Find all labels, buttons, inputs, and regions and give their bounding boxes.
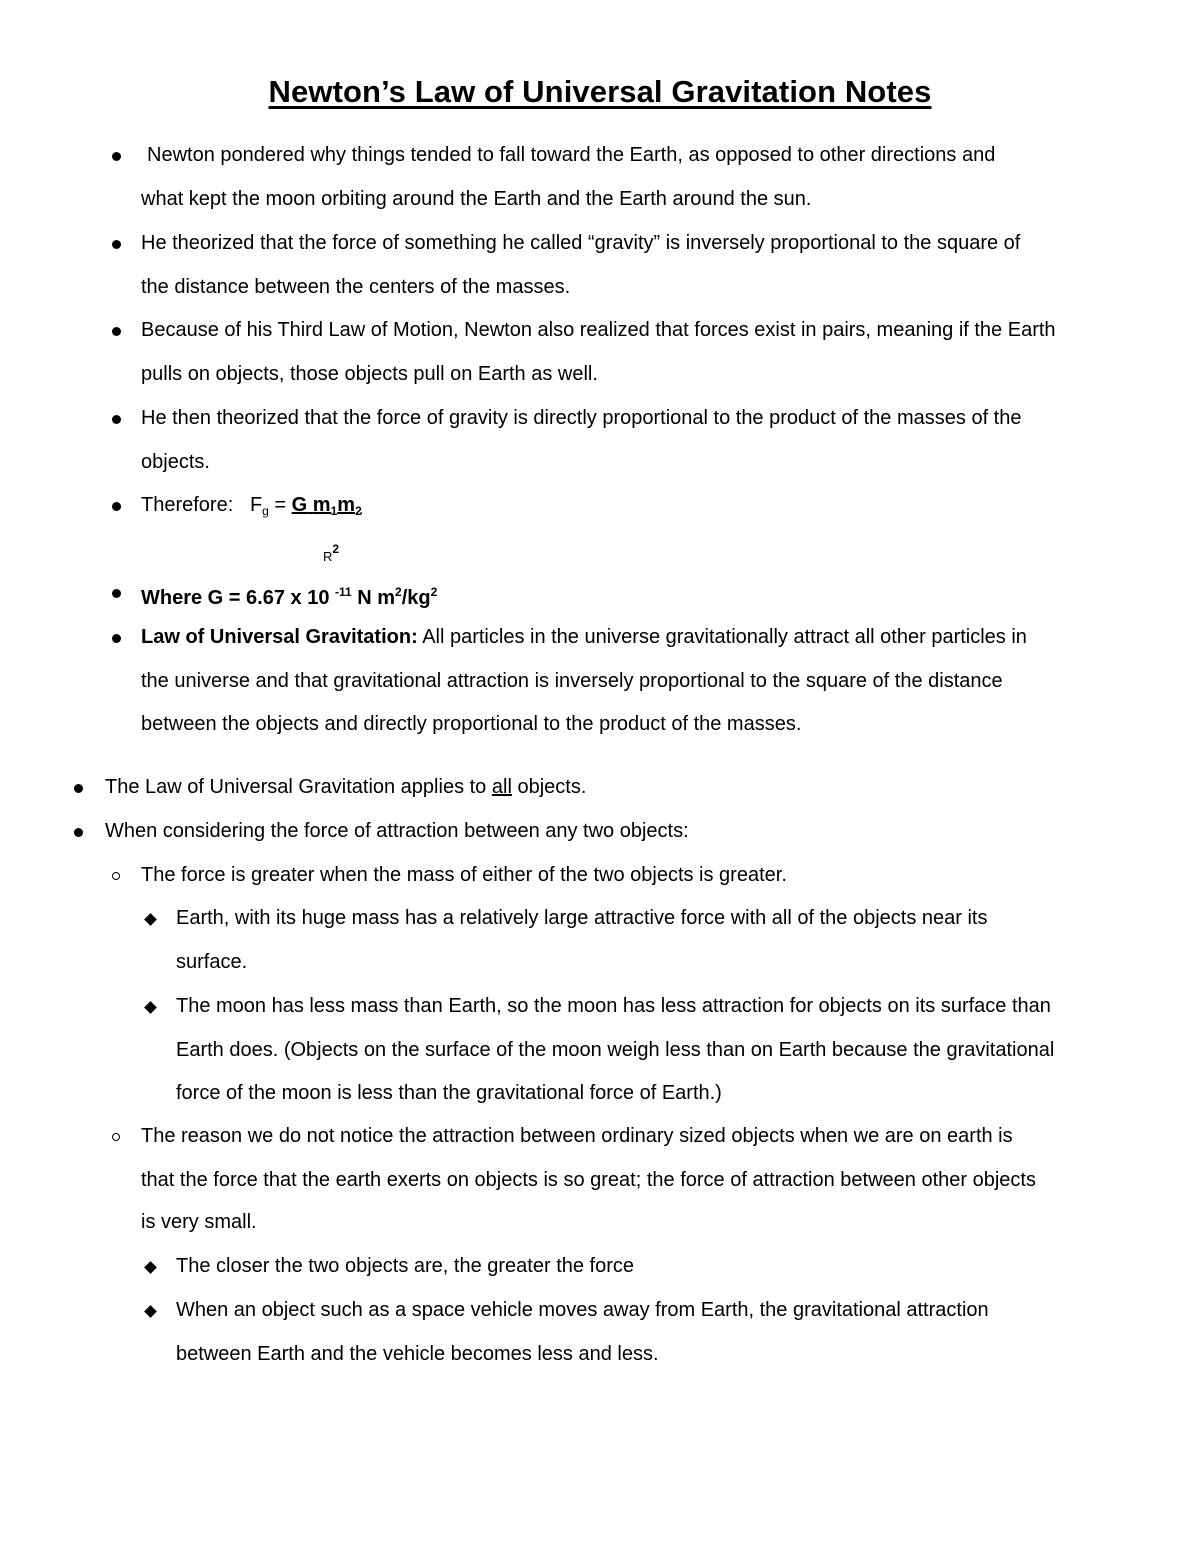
text-line: the distance between the centers of the masses.	[141, 276, 571, 298]
text-line: objects.	[141, 451, 210, 473]
text-line: what kept the moon orbiting around the Earth and the Earth around the sun.	[141, 188, 812, 210]
formula-denominator: $R^2$	[323, 542, 340, 564]
formula-equals: =	[274, 494, 287, 516]
text-line: He theorized that the force of something he called “gravity” is inversely proportional to the square of	[141, 232, 1021, 254]
text-line: pulls on objects, those objects pull on Earth as well.	[141, 363, 598, 385]
text-line: Earth, with its huge mass has a relatively large attractive force with all of the objects near its	[176, 907, 988, 929]
text-line: is very small.	[141, 1211, 257, 1233]
formula-f-sub: g	[262, 504, 269, 518]
law-line: Law of Universal Gravitation: All particles in the universe gravitationally attract all other particles in	[141, 626, 1027, 648]
text-line: The closer the two objects are, the greater the force	[176, 1255, 635, 1277]
bullet-disc	[74, 784, 83, 793]
text-line: force of the moon is less than the gravitational force of Earth.)	[176, 1082, 722, 1104]
bullet-disc	[74, 828, 83, 837]
text-line: Earth does. (Objects on the surface of the moon weigh less than on Earth because the gravitational	[176, 1039, 1055, 1061]
formula-lead: Therefore:	[141, 494, 234, 516]
gravitational-constant: Where G = 6.67 x 10 $^{-11}$ N $m^2/kg^2$	[141, 585, 438, 609]
text-line: surface.	[176, 951, 248, 973]
text-line: between the objects and directly proportional to the product of the masses.	[141, 713, 802, 735]
bullet-diamond	[144, 1305, 157, 1318]
text-line: The reason we do not notice the attraction between ordinary sized objects when we are on earth is	[141, 1125, 1013, 1147]
bullet-circle	[112, 872, 120, 880]
text-line: The moon has less mass than Earth, so the moon has less attraction for objects on its surface than	[176, 995, 1051, 1017]
bullet-disc	[112, 415, 121, 424]
bullet-disc	[112, 502, 121, 511]
page-title: Newton’s Law of Universal Gravitation Notes	[268, 74, 932, 109]
text-line: The force is greater when the mass of either of the two objects is greater.	[141, 864, 787, 886]
emphasis-all: all	[491, 776, 512, 798]
text-line: He then theorized that the force of gravity is directly proportional to the product of the masses of the	[141, 407, 1022, 429]
bullet-disc	[112, 152, 121, 161]
bullet-circle	[112, 1133, 120, 1141]
bullet-disc	[112, 589, 121, 598]
formula-numerator: G $m_1m_2$	[291, 494, 362, 518]
text-line: the universe and that gravitational attraction is inversely proportional to the square of the distance	[141, 670, 1003, 692]
bullet-diamond	[144, 913, 157, 926]
bullet-disc	[112, 634, 121, 643]
text-line: between Earth and the vehicle becomes less and less.	[176, 1343, 659, 1365]
bullet-disc	[112, 327, 121, 336]
text-line: Because of his Third Law of Motion, Newton also realized that forces exist in pairs, meaning if the Earth	[141, 319, 1056, 341]
text-line: When considering the force of attraction between any two objects:	[105, 820, 689, 842]
bullet-disc	[112, 240, 121, 249]
law-term: Law of Universal Gravitation:	[141, 626, 418, 648]
bullet-diamond	[144, 1261, 157, 1274]
formula-f: F	[249, 494, 263, 516]
formula-line	[141, 493, 362, 523]
text-line: that the force that the earth exerts on objects is so great; the force of attraction between other objects	[141, 1169, 1036, 1191]
bullet-diamond	[144, 1001, 157, 1014]
text-line: The Law of Universal Gravitation applies to all objects.	[105, 776, 587, 798]
text-line: When an object such as a space vehicle moves away from Earth, the gravitational attraction	[176, 1299, 989, 1321]
text-line: Newton pondered why things tended to fall toward the Earth, as opposed to other directions and	[147, 144, 996, 166]
